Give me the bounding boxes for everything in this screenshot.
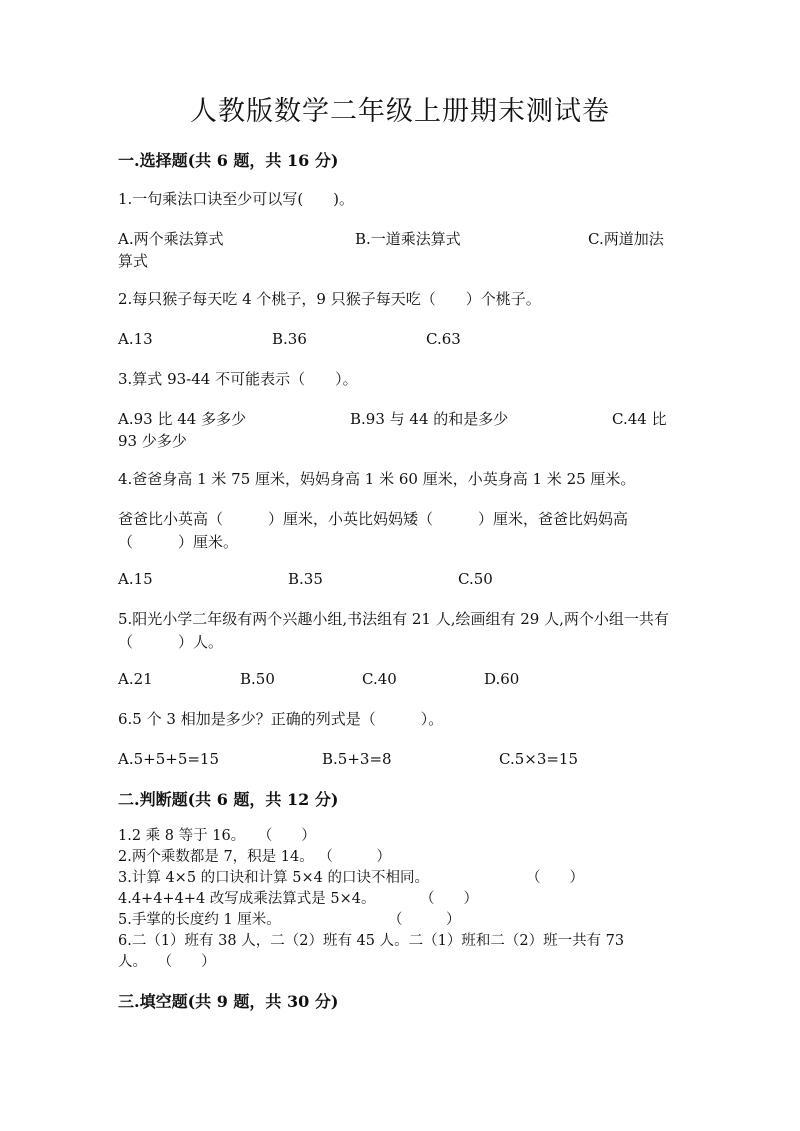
option-b: B.35	[288, 570, 323, 588]
judge-text: 2.两个乘数都是 7，积是 14。	[118, 849, 314, 865]
answer-parentheses: （ ）	[318, 849, 391, 865]
option-a: A.5+5+5=15	[118, 750, 220, 768]
answer-parentheses: （ ）	[257, 828, 316, 844]
question-stem: 6.5 个 3 相加是多少？正确的列式是（ ）。	[118, 710, 444, 728]
judge-item	[118, 826, 316, 847]
judge-text: 3.计算 4×5 的口诀和计算 5×4 的口诀不相同。	[118, 870, 429, 886]
section-heading-judge: 二.判断题(共 6 题，共 12 分)	[118, 790, 339, 809]
option-a: A.15	[118, 570, 153, 588]
question-stem-continued: 爸爸比小英高（ ）厘米，小英比妈妈矮（ ）厘米，爸爸比妈妈高（ ）厘米。	[118, 510, 629, 551]
option-b: B.一道乘法算式	[355, 230, 461, 248]
answer-parentheses: （ ）	[388, 912, 461, 928]
options-row	[118, 568, 684, 591]
judge-text: 5.手掌的长度约 1 厘米。	[118, 912, 281, 928]
option-continuation: 93 少多少	[118, 432, 187, 450]
judge-text: 人。	[118, 954, 147, 970]
options-row	[118, 748, 684, 771]
options-row	[118, 228, 684, 251]
question-stem: 3.算式 93-44 不可能表示（ ）。	[118, 370, 358, 388]
answer-parentheses: （ ）	[157, 954, 216, 970]
judge-item	[118, 847, 391, 868]
option-b: B.5+3=8	[322, 750, 392, 768]
question-stem: 4.爸爸身高 1 米 75 厘米，妈妈身高 1 米 60 厘米，小英身高 1 米 25 厘米。	[118, 470, 636, 488]
section-heading-choice: 一.选择题(共 6 题，共 16 分)	[118, 151, 339, 170]
judge-text: 4.4+4+4+4 改写成乘法算式是 5×4。	[118, 891, 376, 907]
option-a: A.13	[118, 330, 153, 348]
question-stem: 5.阳光小学二年级有两个兴趣小组,书法组有 21 人,绘画组有 29 人,两个小组一共有（ ）人。	[118, 610, 669, 651]
option-c: C.5×3=15	[499, 750, 579, 768]
option-continuation: 算式	[118, 252, 149, 270]
section-heading-fill: 三.填空题(共 9 题，共 30 分)	[118, 992, 339, 1011]
options-row	[118, 668, 684, 691]
option-c: C.50	[458, 570, 493, 588]
question-stem: 1.一句乘法口诀至少可以写( )。	[118, 190, 355, 208]
option-a: A.两个乘法算式	[118, 230, 224, 248]
judge-text: 6.二（1）班有 38 人，二（2）班有 45 人。二（1）班和二（2）班一共有 73	[118, 933, 625, 949]
option-a: A.21	[118, 670, 153, 688]
judge-item	[118, 910, 281, 931]
judge-item	[118, 889, 376, 910]
option-c: C.44 比	[612, 410, 667, 428]
judge-item	[118, 931, 624, 952]
option-b: B.36	[272, 330, 307, 348]
judge-item	[118, 868, 429, 889]
judge-item-continued	[118, 952, 216, 973]
answer-parentheses: （ ）	[526, 870, 584, 886]
judge-text: 1.2 乘 8 等于 16。	[118, 828, 246, 844]
page-title: 人教版数学二年级上册期末测试卷	[190, 96, 610, 127]
options-row	[118, 408, 684, 431]
question-stem: 2.每只猴子每天吃 4 个桃子，9 只猴子每天吃（ ）个桃子。	[118, 290, 541, 308]
option-c: C.40	[362, 670, 397, 688]
options-row	[118, 328, 684, 351]
answer-parentheses: （ ）	[420, 891, 478, 907]
option-b: B.93 与 44 的和是多少	[350, 410, 509, 428]
option-c: C.63	[426, 330, 461, 348]
option-d: D.60	[484, 670, 520, 688]
option-b: B.50	[240, 670, 275, 688]
option-a: A.93 比 44 多多少	[118, 410, 247, 428]
option-c: C.两道加法	[588, 230, 664, 248]
